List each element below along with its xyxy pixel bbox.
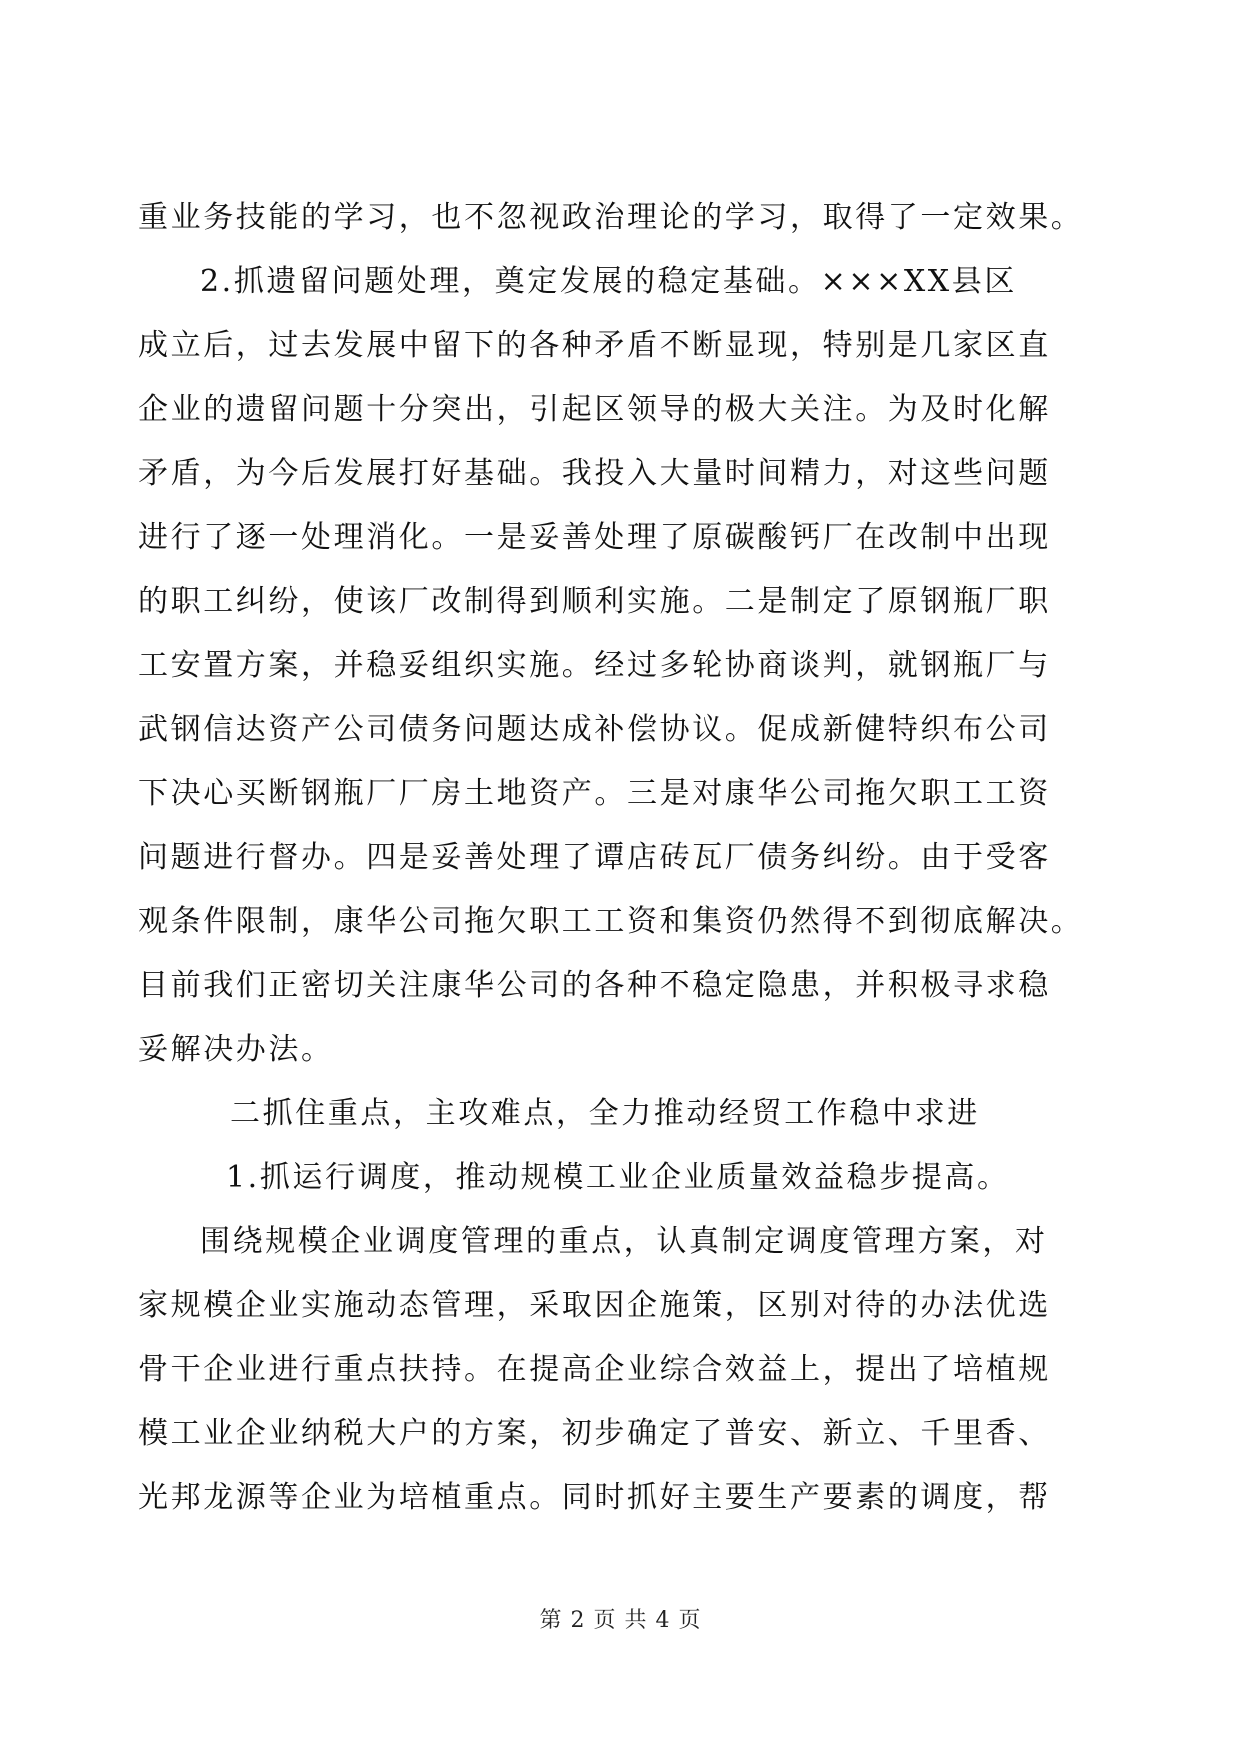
text-line: 企业的遗留问题十分突出，引起区领导的极大关注。为及时化解 bbox=[138, 392, 1051, 427]
text-line: 围绕规模企业调度管理的重点，认真制定调度管理方案，对 bbox=[200, 1224, 1048, 1259]
text-line: 重业务技能的学习，也不忽视政治理论的学习，取得了一定效果。 bbox=[138, 200, 1084, 235]
subsection-heading: 1.抓运行调度，推动规模工业企业质量效益稳步提高。 bbox=[226, 1160, 1010, 1195]
page-footer bbox=[0, 1603, 1241, 1634]
document-body bbox=[138, 186, 1103, 1530]
page-number: 第 2 页 共 4 页 bbox=[539, 1608, 702, 1633]
text-line: 问题进行督办。四是妥善处理了谭店砖瓦厂债务纠纷。由于受客 bbox=[138, 840, 1051, 875]
text-line: 目前我们正密切关注康华公司的各种不稳定隐患，并积极寻求稳 bbox=[138, 968, 1051, 1003]
text-line: 的职工纠纷，使该厂改制得到顺利实施。二是制定了原钢瓶厂职 bbox=[138, 584, 1051, 619]
text-line: 骨干企业进行重点扶持。在提高企业综合效益上，提出了培植规 bbox=[138, 1352, 1051, 1387]
section-heading: 二抓住重点，主攻难点，全力推动经贸工作稳中求进 bbox=[230, 1096, 980, 1131]
text-line: 光邦龙源等企业为培植重点。同时抓好主要生产要素的调度，帮 bbox=[138, 1480, 1051, 1515]
text-line: 妥解决办法。 bbox=[138, 1032, 334, 1067]
text-line: 模工业企业纳税大户的方案，初步确定了普安、新立、千里香、 bbox=[138, 1416, 1051, 1451]
text-line: 工安置方案，并稳妥组织实施。经过多轮协商谈判，就钢瓶厂与 bbox=[138, 648, 1051, 683]
text-line: 武钢信达资产公司债务问题达成补偿协议。促成新健特织布公司 bbox=[138, 712, 1051, 747]
text-line: 观条件限制，康华公司拖欠职工工资和集资仍然得不到彻底解决。 bbox=[138, 904, 1084, 939]
text-line: 进行了逐一处理消化。一是妥善处理了原碳酸钙厂在改制中出现 bbox=[138, 520, 1051, 555]
text-line: 成立后，过去发展中留下的各种矛盾不断显现，特别是几家区直 bbox=[138, 328, 1051, 363]
text-line: 家规模企业实施动态管理，采取因企施策，区别对待的办法优选 bbox=[138, 1288, 1051, 1323]
text-line: 矛盾，为今后发展打好基础。我投入大量时间精力，对这些问题 bbox=[138, 456, 1051, 491]
text-line: 下决心买断钢瓶厂厂房土地资产。三是对康华公司拖欠职工工资 bbox=[138, 776, 1051, 811]
section-heading: 2.抓遗留问题处理，奠定发展的稳定基础。×××XX县区 bbox=[200, 264, 1017, 299]
